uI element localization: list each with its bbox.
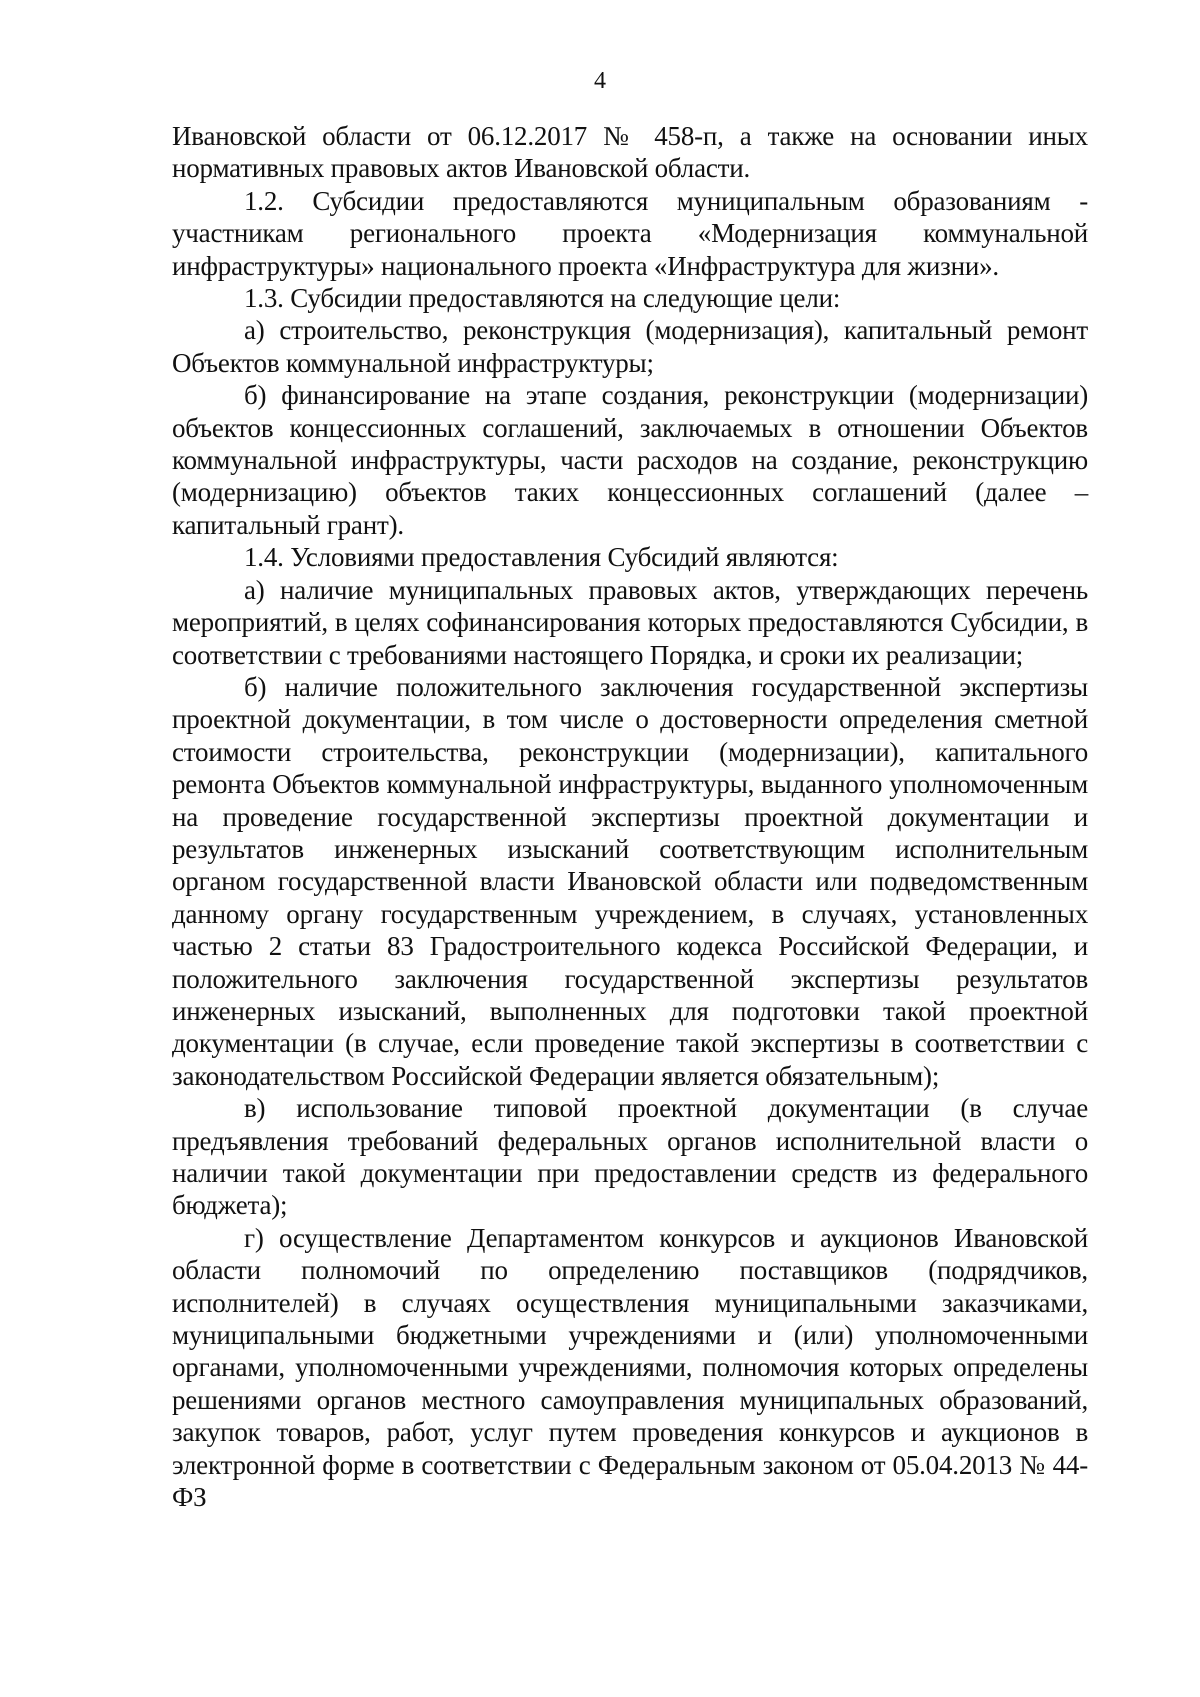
paragraph-1-4-a: а) наличие муниципальных правовых актов, утверждающих перечень мероприятий, в целях софинансирования которых предоставляются Субсидии, в соответствии с требованиями настоящего Порядка, и сроки их реализации; bbox=[172, 574, 1088, 670]
paragraph-continuation: Ивановской области от 06.12.2017 № 458-п, а также на основании иных нормативных правовых актов Ивановской области. bbox=[172, 121, 1088, 184]
paragraph-1-3: 1.3. Субсидии предоставляются на следующие цели: bbox=[244, 283, 841, 314]
paragraph-1-4-v: в) использование типовой проектной документации (в случае предъявления требований федеральных органов исполнительной власти о наличии такой документации при предоставлении средств из федерального бюджета); bbox=[172, 1093, 1088, 1221]
paragraph-1-4-g: г) осуществление Департаментом конкурсов и аукционов Ивановской области полномочий по определению поставщиков (подрядчиков, исполнителей) в случаях осуществления муниципальными заказчиками, муниципальными бюджетными учреждениями и (или) уполномоченными органами, уполномоченными учреждениями, полномочия которых определены решениями органов местного самоуправления муниципальных образований, закупок товаров, работ, услуг путем проведения конкурсов и аукционов в электронной форме в соответствии с Федеральным законом от 05.04.2013 № 44-ФЗ bbox=[172, 1222, 1088, 1513]
paragraph-1-3-a: а) строительство, реконструкция (модернизация), капитальный ремонт Объектов коммунальной инфраструктуры; bbox=[172, 315, 1088, 378]
paragraph-1-2: 1.2. Субсидии предоставляются муниципальным образованиям - участникам регионального проекта «Модернизация коммунальной инфраструктуры» национального проекта «Инфраструктура для жизни». bbox=[172, 185, 1088, 281]
page-number: 4 bbox=[594, 68, 606, 94]
document-body bbox=[172, 120, 1088, 1513]
paragraph-1-3-b: б) финансирование на этапе создания, реконструкции (модернизации) объектов концессионных соглашений, заключаемых в отношении Объектов коммунальной инфраструктуры, части расходов на создание, реконструкцию (модернизацию) объектов таких концессионных соглашений (далее – капитальный грант). bbox=[172, 380, 1088, 540]
paragraph-1-4-b: б) наличие положительного заключения государственной экспертизы проектной документации, в том числе о достоверности определения сметной стоимости строительства, реконструкции (модернизации), капитального ремонта Объектов коммунальной инфраструктуры, выданного уполномоченным на проведение государственной экспертизы проектной документации и результатов инженерных изысканий соответствующим исполнительным органом государственной власти Ивановской области или подведомственным данному органу государственным учреждением, в случаях, установленных частью 2 статьи 83 Градостроительного кодекса Российской Федерации, и положительного заключения государственной экспертизы результатов инженерных изысканий, выполненных для подготовки такой проектной документации (в случае, если проведение такой экспертизы в соответствии с законодательством Российской Федерации является обязательным); bbox=[172, 671, 1088, 1091]
paragraph-1-4: 1.4. Условиями предоставления Субсидий являются: bbox=[244, 542, 839, 573]
